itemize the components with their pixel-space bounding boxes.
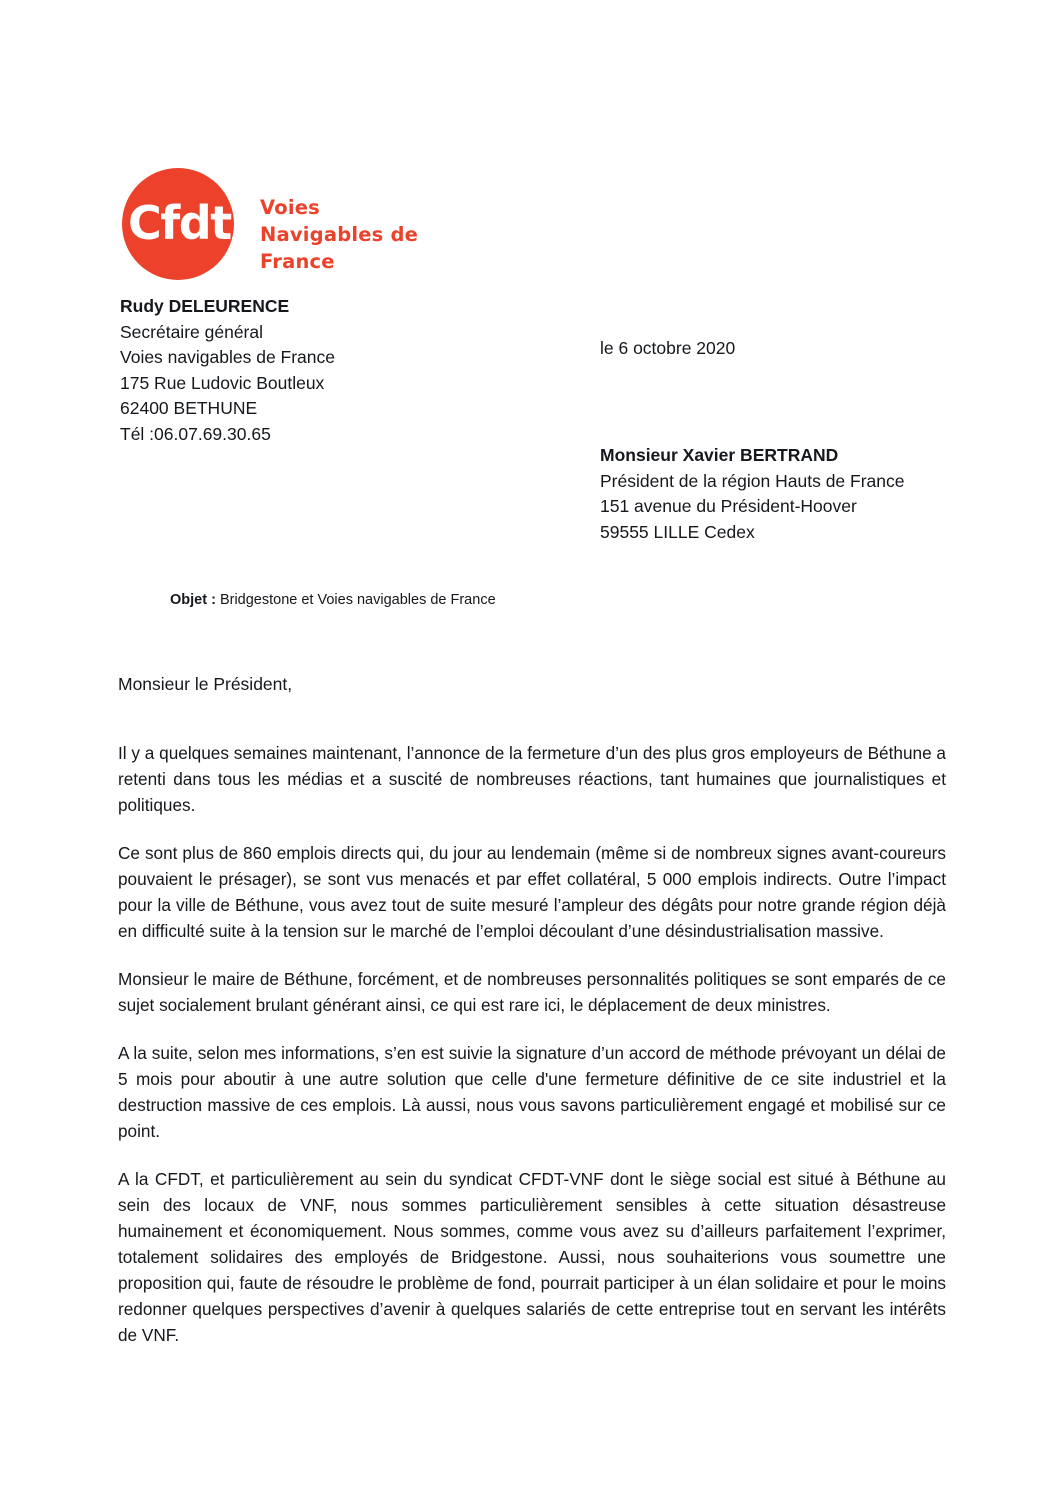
sender-city: 62400 BETHUNE — [120, 398, 258, 418]
recipient-name: Monsieur Xavier BERTRAND — [600, 445, 839, 465]
letter-date: le 6 octobre 2020 — [600, 338, 736, 358]
subject-label: Objet : — [170, 592, 216, 608]
sender-block — [120, 294, 540, 447]
cfdt-logo-icon — [122, 168, 250, 280]
recipient-city: 59555 LILLE Cedex — [600, 521, 755, 542]
organisation-name — [260, 194, 418, 275]
organisation-name-line2: Navigables de — [260, 223, 419, 246]
body-paragraph-2: Ce sont plus de 860 emplois directs qui, du jour au lendemain (même si de nombreux signes avant-coureurs pouvaient le présager), se sont vus menacés et par effet collatéral, 5 000 emplois indirects. Outre l’impact pour la ville de Béthune, vous avez tout de suite mesuré l’ampleur des dégâts pour notre grande région déjà en difficulté suite à la tension sur le marché de l’emploi découlant d’une désindustrialisation massive. — [118, 843, 946, 941]
body-paragraph-3: Monsieur le maire de Béthune, forcément, et de nombreuses personnalités politiques se sont emparés de ce sujet socialement brulant générant ainsi, ce qui est rare ici, le déplacement de deux ministres. — [118, 969, 946, 1015]
recipient-street: 151 avenue du Président-Hoover — [600, 496, 857, 516]
subject-text: Bridgestone et Voies navigables de France — [215, 592, 496, 608]
recipient-role: Président de la région Hauts de France — [600, 470, 905, 491]
body-paragraph-5: A la CFDT, et particulièrement au sein du syndicat CFDT-VNF dont le siège social est situé à Béthune au sein des locaux de VNF, nous sommes particulièrement sensibles à cette situation désastreuse humainement et économiquement. Nous sommes, comme vous avez su d’ailleurs parfaitement l’exprimer, totalement solidaires des employés de Bridgestone. Aussi, nous souhaiterions vous soumettre une proposition qui, faute de résoudre le problème de fond, pourrait participer à un élan solidaire et pour le moins redonner quelques perspectives d’avenir à quelques salariés de cette entreprise tout en servant les intérêts de VNF. — [118, 1169, 946, 1345]
recipient-block — [600, 443, 1020, 545]
sender-name: Rudy DELEURENCE — [120, 296, 290, 316]
letter-body — [118, 740, 946, 1348]
sender-role: Secrétaire général — [120, 321, 263, 342]
letterhead — [122, 168, 602, 286]
body-paragraph-1: Il y a quelques semaines maintenant, l’annonce de la fermeture d’un des plus gros employeurs de Béthune a retenti dans tous les médias et a suscité de nombreuses réactions, tant humaines que journalistiques et politiques. — [118, 743, 946, 815]
subject-line — [170, 592, 496, 608]
organisation-name-line3: France — [260, 250, 335, 273]
logo-wordmark: Cfdt: — [128, 196, 248, 250]
sender-phone: Tél :06.07.69.30.65 — [120, 423, 271, 444]
sender-organisation: Voies navigables de France — [120, 347, 335, 367]
salutation: Monsieur le Président, — [118, 674, 293, 694]
organisation-name-line1: Voies — [260, 196, 320, 219]
body-paragraph-4: A la suite, selon mes informations, s’en est suivie la signature d’un accord de méthode prévoyant un délai de 5 mois pour aboutir à une autre solution que celle d'une fermeture définitive de ce site industriel et la destruction massive de ces emplois. Là aussi, nous vous savons particulièrement engagé et mobilisé sur ce point. — [118, 1043, 946, 1141]
sender-street: 175 Rue Ludovic Boutleux — [120, 372, 325, 393]
